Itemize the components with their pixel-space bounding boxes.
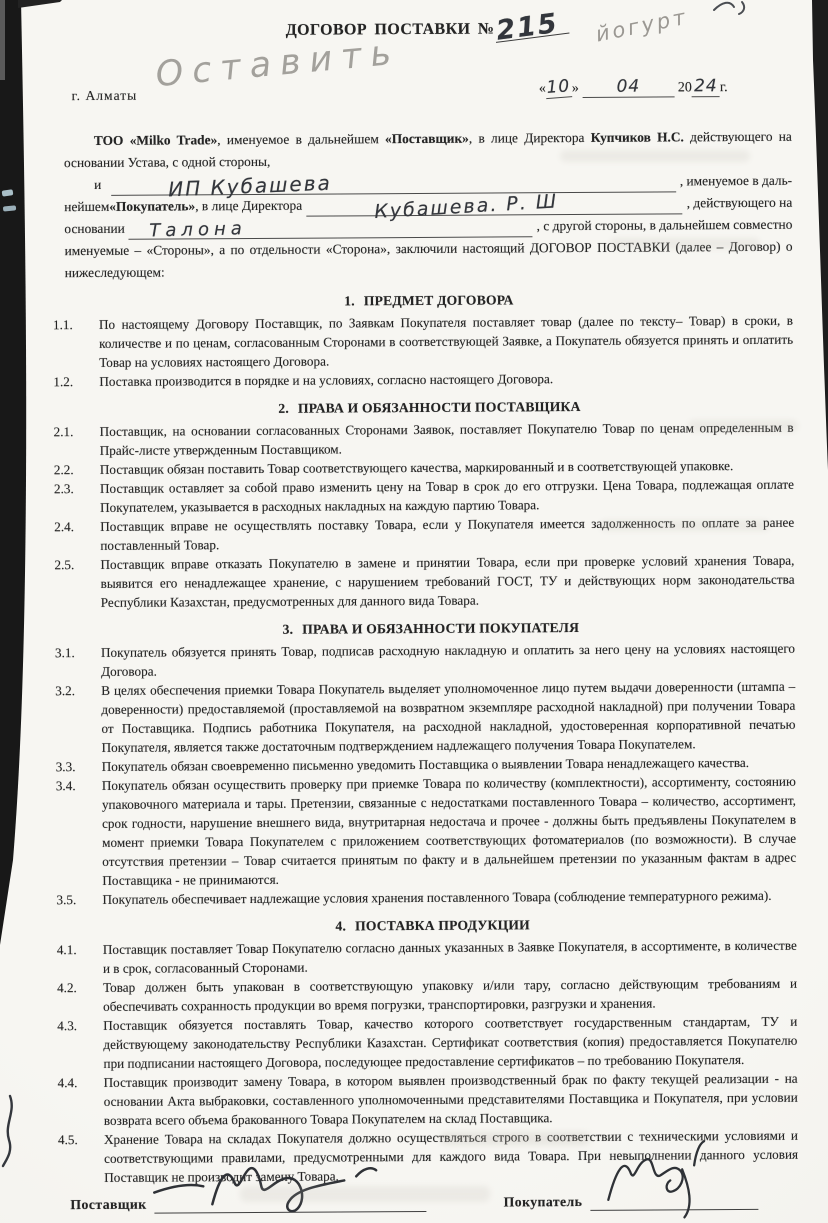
contract-clause (57, 1069, 798, 1130)
clause-text: Покупатель обязан своевременно письменно уведомить Поставщика о выявлении Товара ненадлежащего качества. (101, 754, 750, 774)
clause-number: 2.1. (53, 424, 74, 440)
clause-number: 2.5. (54, 557, 75, 573)
date-month-blank (582, 78, 674, 98)
clause-text: Покупатель обязан осуществить проверку при приемке Товара по количеству (комплектности), ассортименту, состоянию упаковочного материала и тары. Претензии, связанные с недостатками поставленного Товара – количество, ассортимент, срок годности, нарушение внешнего вида, внутритарная недостача и прочее - должны быть предъявлены Покупателем в момент приемки Товара Покупателем с приложением соответствующих фотоматериалов (по возможности). В случае отсутствия претензии – Товар считается принятым по факту и в дальнейшем претензии по указанным фактам в адрес Поставщика - не принимаются. (101, 773, 797, 888)
clause-number: 3.1. (54, 645, 75, 661)
clause-number: 4.4. (57, 1075, 78, 1091)
section-title: ПРАВА И ОБЯЗАННОСТИ ПОКУПАТЕЛЯ (302, 619, 580, 637)
contract-clause (56, 886, 796, 909)
preamble-text: , именуемое в даль- (679, 172, 793, 189)
preamble-closing: именуемые – «Стороны», а по отдельности «Сторона», заключили настоящий ДОГОВОР ПОСТАВКИ (далее – Договор) о нижеследующем: (64, 238, 793, 281)
preamble-text: основании (64, 220, 125, 237)
section-items (56, 936, 799, 1187)
supplier-term: «Поставщик» (384, 130, 469, 147)
contract-clause (54, 639, 796, 681)
city-label: г. Алматы (71, 87, 138, 104)
section-number: 3. (282, 621, 294, 637)
city-date-row (64, 32, 792, 108)
supplier-signature-line (155, 1207, 427, 1214)
clause-text: Поставщик обязуется поставлять Товар, качество которого соответствует государственным стандартам, ТУ и действующему законодательству Республики Казахстан. Сертификат соответствия (копия) предоставляется Покупателю при подписании настоящего Договора, последующее предоставление сертификатов – по требованию Покупателя. (103, 1013, 798, 1071)
preamble-text: , в лице Директора (195, 197, 303, 214)
supplier-director-name: Купчиков Н.С. (590, 129, 684, 145)
section-number: 1. (344, 293, 355, 309)
clause-number: 4.1. (56, 942, 77, 958)
section-title: ПРЕДМЕТ ДОГОВОРА (363, 292, 514, 309)
clause-text: Покупатель обеспечивает надлежащие условия хранения поставленного Товара (соблюдение температурного режима). (102, 887, 772, 907)
signature-row (70, 1191, 798, 1214)
contract-clause (55, 677, 796, 757)
date-year-handwritten: 24 (693, 76, 718, 97)
section-heading (69, 914, 797, 937)
contract-section (54, 617, 797, 909)
contract-number-handwritten: 215 (494, 13, 570, 43)
clause-text: По настоящему Договору Поставщик, по Заявкам Покупателя поставляет товар (далее по тексту– Товар) в сроки, в количестве и по ценам, согласованным Сторонами в соответствующей Заявке, а Покупатель обязуется принять и оплатить Товар на условиях настоящего Договора. (98, 312, 794, 370)
contract-clause (52, 311, 794, 372)
date-open-quote: « (538, 81, 546, 97)
basis-blank (129, 215, 533, 242)
contract-section (53, 396, 795, 612)
contract-clause (54, 551, 795, 612)
contract-sections (52, 289, 799, 1187)
clause-text: Хранение Товара на складах Покупателя должно осуществляться строго в соответствии с техническими условиями и соответствующими правилами, предусмотренными для каждого вида Товара. При невыполнении данного условия Поставщик не производит замену Товара. (103, 1127, 799, 1185)
clause-text: Товар должен быть упакован в соответствующую упаковку и/или тару, согласно действующим требованиям и обеспечивать сохранность продукции во время погрузки, транспортировки, разгрузки и хранения. (102, 975, 798, 1014)
clause-number: 4.3. (57, 1018, 78, 1034)
clause-text: Поставщик поставляет Товар Покупателю согласно данных указанных в Заявке Покупателя, в ассортименте, в количестве и в срок, согласованный Сторонами. (102, 937, 797, 976)
section-heading (65, 396, 793, 419)
supplier-signature-block (70, 1193, 426, 1214)
buyer-director-blank (306, 190, 683, 224)
supplier-company-name: ТОО «Milko Trade» (93, 132, 218, 148)
pencil-note-yogurt: йогурт (594, 4, 691, 47)
contract-clause (54, 513, 795, 555)
document-header (63, 4, 791, 58)
contract-clause (55, 772, 797, 890)
buyer-term: «Покупатель» (109, 198, 196, 214)
clause-number: 3.3. (55, 759, 76, 775)
contract-clause (56, 936, 797, 978)
date-month-handwritten: 04 (616, 76, 641, 97)
section-items (54, 639, 797, 909)
buyer-director-handwritten: Кубашева. Р. Ш (373, 190, 559, 224)
clause-text: Поставщик производит замену Товара, в котором выявлен производственный брак по факту текущей реализации - на основании Акта выбраковки, составленного уполномоченными представителями Поставщика и Покупателя, при условии возврата всего объема бракованного Товара Покупателем на склад Поставщика. (103, 1070, 798, 1128)
clause-text: Поставщик обязан поставить Товар соответствующего качества, маркированный и в соответствующей упаковке. (99, 458, 734, 477)
buyer-name-handwritten: ИП Кубашева (167, 170, 332, 202)
basis-handwritten: Талона (148, 218, 247, 242)
clause-text: Поставщик вправе не осуществлять поставку Товара, если у Покупателя имеется задолженность по оплате за ранее поставленный Товар. (100, 514, 795, 553)
preamble-text: , в лице Директора (468, 129, 591, 146)
contract-clause (57, 1126, 799, 1187)
date-year-prefix: 20 (677, 80, 692, 96)
date-suffix: г. (719, 80, 728, 96)
section-heading (67, 617, 795, 640)
document-title-label: ДОГОВОР ПОСТАВКИ № (285, 20, 495, 39)
section-number: 2. (278, 400, 290, 416)
clause-number: 1.1. (52, 317, 73, 333)
buyer-label: Покупатель (503, 1193, 583, 1210)
date-year-blank (692, 78, 720, 97)
clause-number: 4.2. (56, 980, 77, 996)
preamble-text: , с другой стороны, в дальнейшем совместно (536, 216, 793, 234)
preamble (64, 126, 793, 284)
clause-text: Поставщик оставляет за собой право изменить цену на Товар в срок до его отгрузки. Цена Товара, подлежащая оплате Покупателем, указывается в расходных накладных на каждую партию Товара. (99, 476, 795, 515)
buyer-signature-line (590, 1205, 758, 1211)
clause-number: 2.4. (54, 519, 75, 535)
buyer-signature-block (504, 1191, 759, 1212)
section-items (52, 311, 794, 391)
document-title (285, 7, 569, 47)
date-day-blank (545, 78, 572, 99)
clause-text: Поставщик вправе отказать Покупателю в замене и принятии Товара, если при проверке условий хранения Товара, выявится его ненадлежащее хранение, с нарушением требований ГОСТ, ТУ и действующих норм законодательства Республики Казахстан, предусмотренных для данного вида Товара. (100, 552, 795, 610)
date-day-handwritten: 10 (546, 76, 572, 98)
section-title: ПОСТАВКА ПРОДУКЦИИ (354, 917, 530, 934)
preamble-text: , именуемое в дальнейшем (217, 131, 386, 148)
contract-clause (56, 974, 798, 1016)
clause-text: Поставка производится в порядке и на условиях, согласно настоящего Договора. (99, 371, 554, 389)
date-close-quote: » (571, 80, 579, 97)
contract-section (52, 289, 794, 391)
contract-date (539, 78, 728, 98)
pencil-note-ostavit: Оставить (154, 32, 402, 96)
clause-text: Покупатель обязуется принять Товар, подписав расходную накладную и оплатить за него цену на условиях настоящего Договора. (100, 640, 796, 679)
clause-number: 3.5. (56, 892, 77, 908)
clause-number: 3.4. (55, 778, 76, 794)
clause-number: 2.2. (53, 462, 74, 478)
clause-number: 3.2. (55, 683, 76, 699)
contract-clause (57, 1012, 798, 1073)
clause-text: В целях обеспечения приемки Товара Покупатель выделяет уполномоченное лицо путем выдачи доверенности (штампа – доверенности) предоставляемой (проставляемой на возвратном экземпляре расходной накладной) при получении Товара от Поставщика. Подпись работника Покупателя, на расходной накладной, удостоверенная корпоративной печатью Покупателя, является также достаточным подтверждением надлежащего получения Товара Покупателем. (101, 678, 796, 755)
contract-clause (53, 368, 793, 391)
preamble-text: нейшем (64, 198, 110, 215)
preamble-text: , действующего на (686, 194, 793, 211)
clause-number: 4.5. (57, 1132, 78, 1148)
supplier-label: Поставщик (70, 1196, 147, 1213)
clause-number: 2.3. (53, 481, 74, 497)
section-title: ПРАВА И ОБЯЗАННОСТИ ПОСТАВЩИКА (297, 398, 581, 416)
preamble-opening (64, 126, 792, 174)
preamble-and: и (94, 176, 102, 192)
section-number: 4. (335, 918, 347, 934)
section-heading (65, 289, 793, 312)
clause-number: 1.2. (53, 374, 74, 390)
clause-text: Поставщик, на основании согласованных Сторонами Заявок, поставляет Покупателю Товар по ценам определенным в Прайс-листе утвержденным Поставщиком. (99, 419, 794, 458)
preamble-text: действующего на основании Устава, с одной стороны, (63, 128, 792, 171)
contract-clause (53, 475, 795, 517)
section-items (53, 418, 795, 612)
contract-section (56, 914, 799, 1187)
buyer-name-line (64, 170, 793, 202)
contract-clause (53, 418, 794, 460)
